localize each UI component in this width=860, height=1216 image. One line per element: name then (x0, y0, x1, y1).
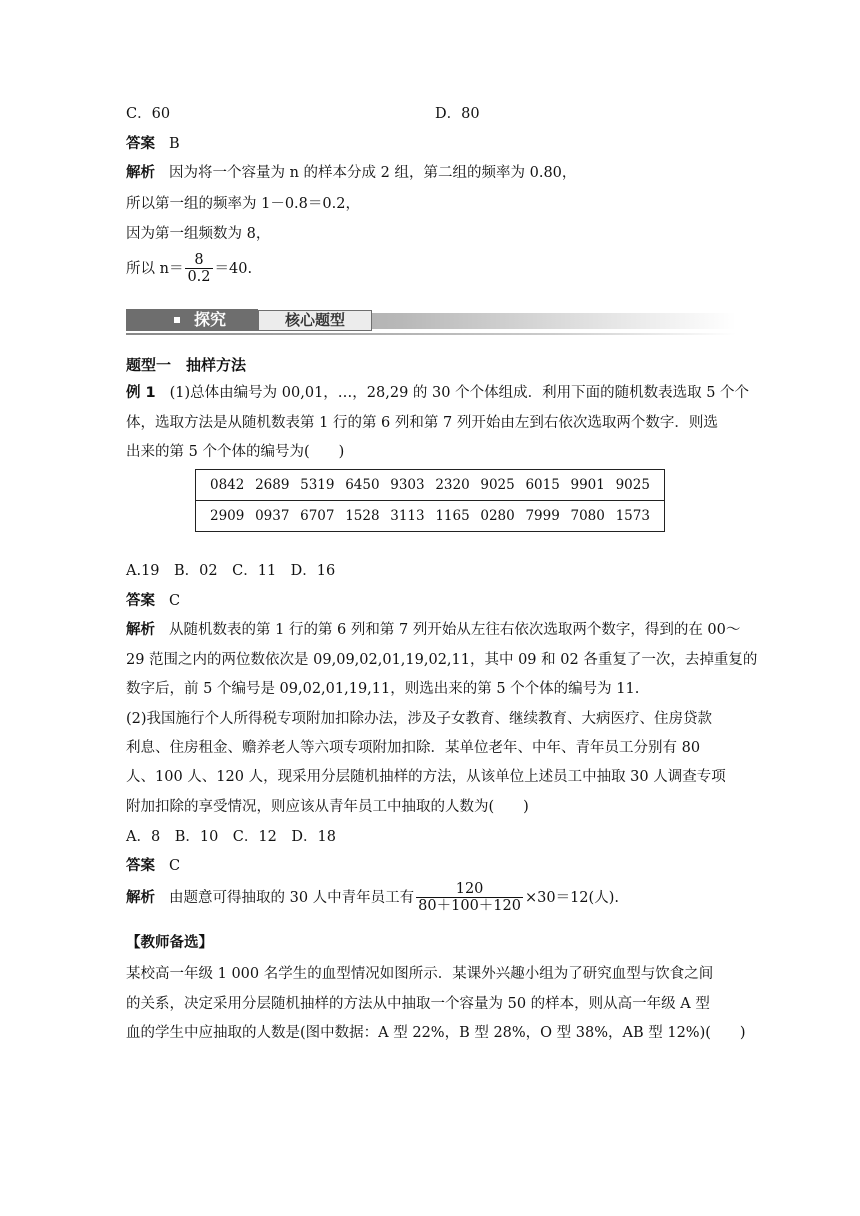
table-cell: 0937 (255, 508, 290, 524)
analysis-label: 解析 (126, 890, 155, 906)
example-line-1 (126, 383, 749, 403)
table-cell: 6015 (525, 477, 560, 493)
answer-label: 答案 (126, 136, 155, 152)
table-cell: 0280 (480, 508, 515, 524)
formula-prefix: 所以 n＝ (126, 261, 184, 277)
example2-line-3: 人、100 人、120 人，现采用分层随机抽样的方法，从该单位上述员工中抽取 30 人调查专项 (126, 769, 726, 785)
example-text: (1)总体由编号为 00,01，…，28,29 的 30 个个体组成．利用下面的随机数表选取 5 个个 (169, 385, 750, 401)
table-cell: 3113 (390, 508, 425, 524)
table-cell: 9303 (390, 477, 425, 493)
example2-line-4: 附加扣除的享受情况，则应该从青年员工中抽取的人数为( ) (126, 799, 529, 815)
table-cell: 2320 (435, 477, 470, 493)
table-cell: 1165 (435, 508, 470, 524)
fraction-numerator: 8 (194, 252, 204, 268)
example-line-2: 体，选取方法是从随机数表第 1 行的第 6 列和第 7 列开始由左到右依次选取两个数字．则选 (126, 415, 718, 431)
answer-line (126, 856, 180, 876)
option-d: D．80 (435, 106, 480, 122)
section-banner (126, 309, 736, 333)
analysis-text-3: 因为第一组频数为 8， (126, 226, 271, 242)
example-options: A.19 B．02 C．11 D．16 (126, 563, 336, 579)
table-row (196, 470, 665, 501)
fraction (416, 881, 523, 915)
fraction-numerator: 120 (455, 881, 484, 897)
table-cell: 5319 (300, 477, 335, 493)
table-cell: 1528 (345, 508, 380, 524)
example-line-3: 出来的第 5 个个体的编号为( ) (126, 444, 345, 460)
table-cell: 2689 (255, 477, 290, 493)
answer-value: B (169, 136, 180, 152)
analysis-formula-line (126, 881, 619, 915)
table-cell: 2909 (210, 508, 245, 524)
fraction-denominator: 80＋100＋120 (418, 898, 521, 914)
example-label: 例 1 (126, 385, 156, 401)
formula-suffix: ＝40. (214, 261, 253, 277)
analysis-text: 从随机数表的第 1 行的第 6 列和第 7 列开始从左往右依次选取两个数字，得到的在 00～ (169, 622, 741, 638)
answer-line (126, 134, 180, 154)
answer-value: C (169, 858, 181, 874)
banner-dark-box (126, 309, 258, 331)
fraction (185, 252, 212, 286)
analysis-line (126, 163, 576, 183)
formula-suffix: ×30＝12(人). (524, 890, 619, 906)
teacher-line-2: 的关系，决定采用分层随机抽样的方法从中抽取一个容量为 50 的样本，则从高一年级 A 型 (126, 996, 710, 1012)
analysis-label: 解析 (126, 165, 155, 181)
analysis-text-2: 29 范围之内的两位数依次是 09,09,02,01,19,02,11，其中 09 和 02 各重复了一次，去掉重复的 (126, 652, 758, 668)
answer-label: 答案 (126, 593, 155, 609)
analysis-text: 由题意可得抽取的 30 人中青年员工有 (169, 890, 415, 906)
table-cell: 7999 (525, 508, 560, 524)
table-cell: 9025 (480, 477, 515, 493)
random-number-table (195, 469, 665, 532)
analysis-text-3: 数字后，前 5 个编号是 09,02,01,19,11，则选出来的第 5 个个体的编号为 11. (126, 681, 640, 697)
analysis-formula (126, 252, 252, 286)
table-cell: 6450 (345, 477, 380, 493)
table-cell: 9025 (615, 477, 650, 493)
analysis-line (126, 620, 740, 640)
table-cell: 0842 (210, 477, 245, 493)
banner-left-text: 探究 (194, 310, 227, 329)
fraction-denominator: 0.2 (187, 269, 211, 285)
teacher-line-1: 某校高一年级 1 000 名学生的血型情况如图所示．某课外兴趣小组为了研究血型与饮食之间 (126, 966, 714, 982)
table-row (196, 501, 665, 532)
banner-rule (126, 333, 736, 335)
option-c: C．60 (126, 106, 171, 122)
banner-right-text: 核心题型 (258, 310, 372, 331)
square-bullet-icon (174, 317, 180, 323)
answer-label: 答案 (126, 858, 155, 874)
table-cell: 9901 (570, 477, 605, 493)
example2-options: A．8 B．10 C．12 D．18 (126, 829, 336, 845)
example2-line-1: (2)我国施行个人所得税专项附加扣除办法，涉及子女教育、继续教育、大病医疗、住房贷款 (126, 711, 713, 727)
analysis-text: 因为将一个容量为 n 的样本分成 2 组，第二组的频率为 0.80， (169, 165, 577, 181)
answer-line (126, 591, 180, 611)
analysis-label: 解析 (126, 622, 155, 638)
analysis-text-2: 所以第一组的频率为 1－0.8＝0.2， (126, 196, 360, 212)
teacher-line-3: 血的学生中应抽取的人数是(图中数据：A 型 22%，B 型 28%，O 型 38%，AB 型 12%)( ) (126, 1025, 746, 1041)
teacher-backup-label: 【教师备选】 (126, 935, 213, 951)
example2-line-2: 利息、住房租金、赡养老人等六项专项附加扣除．某单位老年、中年、青年员工分别有 80 (126, 740, 701, 756)
answer-value: C (169, 593, 181, 609)
section-heading: 题型一 抽样方法 (126, 356, 247, 374)
table-cell: 6707 (300, 508, 335, 524)
table-cell: 7080 (570, 508, 605, 524)
table-cell: 1573 (615, 508, 650, 524)
